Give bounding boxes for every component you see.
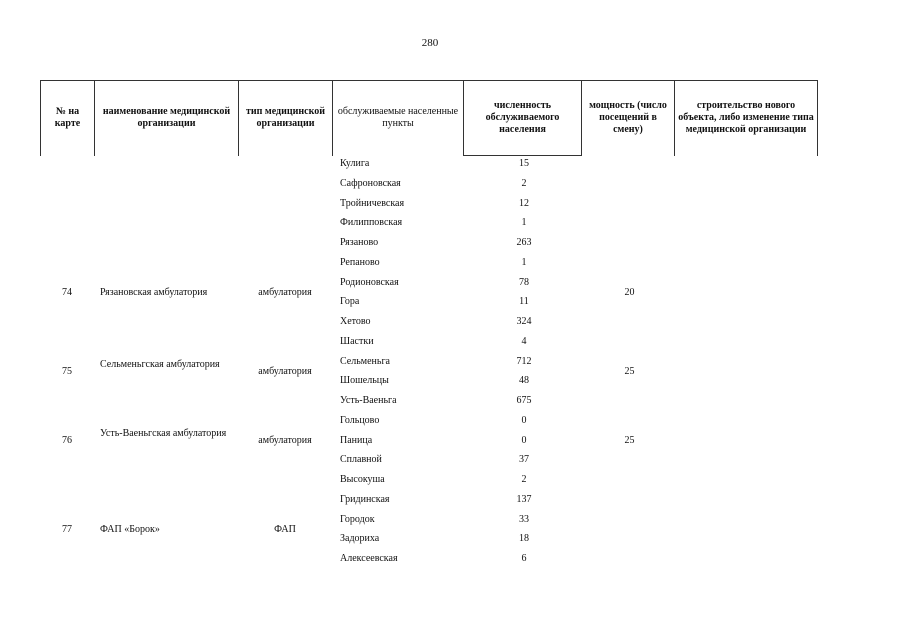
settlement-population: 2 (521, 178, 527, 189)
header-type: тип медицинской организации (239, 81, 333, 156)
org-number: 76 (62, 435, 72, 446)
settlement-population: 0 (521, 415, 527, 426)
header-population: численность обслуживаемого населения (464, 81, 582, 156)
settlement-population: 18 (519, 533, 529, 544)
settlement-name: Шастки (340, 336, 374, 347)
org-name: ФАП «Борок» (100, 524, 160, 535)
org-number: 74 (62, 287, 72, 298)
settlement-name: Гольцово (340, 415, 380, 426)
settlement-name: Репаново (340, 257, 380, 268)
org-capacity: 25 (624, 366, 635, 377)
header-places: обслуживаемые населенные пункты (333, 81, 464, 156)
settlement-name: Алексеевская (340, 553, 398, 564)
settlement-name: Гора (340, 296, 360, 307)
header-name: наименование медицинской организации (95, 81, 239, 156)
settlement-name: Тройничевская (340, 198, 405, 209)
org-number: 77 (62, 524, 72, 535)
settlement-population: 11 (519, 296, 529, 307)
settlement-name: Кулига (340, 158, 370, 169)
settlement-name: Гридинская (340, 494, 390, 505)
settlement-name: Рязаново (340, 237, 379, 248)
org-type: амбулатория (258, 287, 312, 298)
settlement-population: 1 (521, 217, 527, 228)
settlement-population: 48 (519, 375, 529, 386)
settlement-name: Паница (340, 435, 373, 446)
settlement-population: 324 (516, 316, 532, 327)
settlement-population: 37 (519, 454, 529, 465)
org-name: Сельменьгская амбулатория (100, 359, 220, 370)
settlement-population: 712 (516, 356, 532, 367)
settlement-population: 6 (521, 553, 527, 564)
header-capacity: мощность (число посещений в смену) (582, 81, 675, 156)
settlement-name: Филипповская (340, 217, 403, 228)
settlement-population: 0 (521, 435, 527, 446)
settlement-name: Высокуша (340, 474, 385, 485)
settlement-population: 1 (521, 257, 527, 268)
settlement-name: Сельменьга (340, 356, 390, 367)
settlement-population: 33 (519, 514, 529, 525)
header-construction: строительство нового объекта, либо изменение типа медицинской организации (675, 81, 818, 156)
settlement-name: Усть-Ваеньга (340, 395, 397, 406)
page-number: 280 (421, 37, 439, 49)
settlement-name: Задориха (340, 533, 380, 544)
settlement-name: Хетово (340, 316, 371, 327)
settlement-name: Сплавной (340, 454, 382, 465)
settlement-population: 78 (519, 277, 529, 288)
org-name: Рязановская амбулатория (100, 287, 208, 298)
settlement-population: 15 (519, 158, 529, 169)
org-capacity: 25 (624, 435, 635, 446)
org-capacity: 20 (624, 287, 635, 298)
org-name: Усть-Ваеньгская амбулатория (100, 428, 227, 439)
settlement-population: 4 (521, 336, 527, 347)
header-num: № на карте (41, 81, 95, 156)
settlement-name: Городок (340, 514, 375, 525)
settlement-name: Родионовская (340, 277, 399, 288)
settlement-population: 137 (516, 494, 532, 505)
settlement-name: Сафроновская (340, 178, 401, 189)
settlement-population: 263 (516, 237, 532, 248)
settlement-name: Шошельцы (340, 375, 389, 386)
settlement-population: 12 (519, 198, 529, 209)
org-type: амбулатория (258, 435, 312, 446)
org-type: амбулатория (258, 366, 312, 377)
settlement-population: 675 (516, 395, 532, 406)
org-type: ФАП (274, 524, 296, 535)
settlement-population: 2 (521, 474, 527, 485)
org-number: 75 (62, 366, 72, 377)
table-header (40, 80, 818, 156)
